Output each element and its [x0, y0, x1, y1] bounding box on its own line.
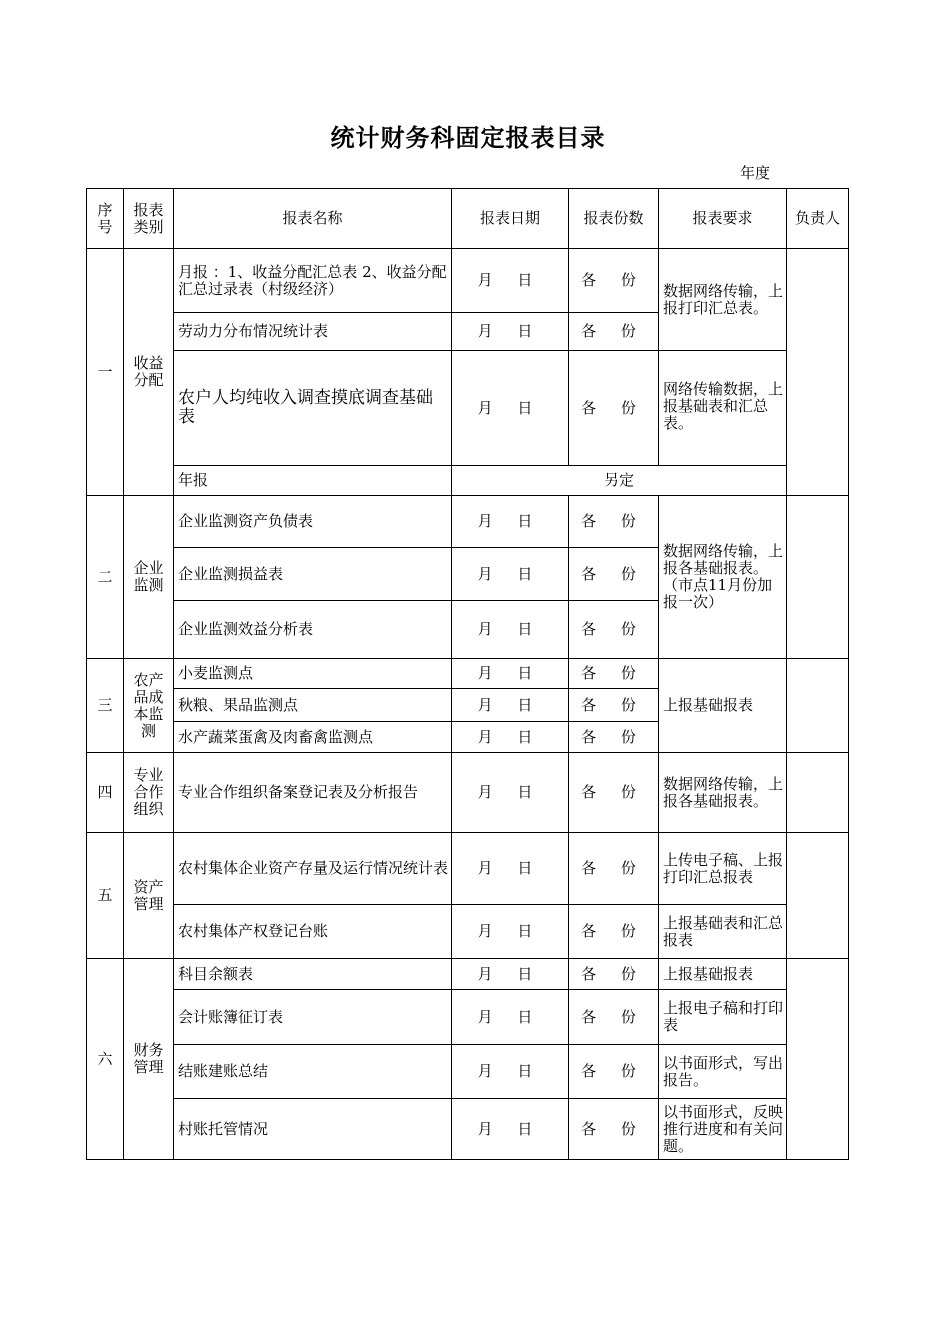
report-copies: 各 份	[569, 722, 659, 753]
header-owner: 负责人	[787, 189, 849, 249]
table-row	[87, 990, 849, 1045]
group-category: 专业合作组织	[124, 753, 174, 833]
report-requirement: 数据网络传输，上报打印汇总表。	[659, 249, 787, 351]
table-row	[87, 659, 849, 689]
report-date: 月 日	[452, 959, 569, 990]
table-row	[87, 351, 849, 466]
annual-report-note: 另定	[452, 466, 787, 496]
report-date: 月 日	[452, 351, 569, 466]
table-row	[87, 833, 849, 905]
group-category: 收益分配	[124, 249, 174, 496]
report-copies: 各 份	[569, 959, 659, 990]
report-requirement: 上报基础报表	[659, 959, 787, 990]
header-category: 报表类别	[124, 189, 174, 249]
group-category: 资产管理	[124, 833, 174, 959]
report-requirement: 以书面形式，反映推行进度和有关问题。	[659, 1099, 787, 1160]
report-name: 小麦监测点	[174, 659, 452, 689]
header-name: 报表名称	[174, 189, 452, 249]
report-name: 月报 ：1、收益分配汇总表 2、收益分配汇总过录表（村级经济）	[174, 249, 452, 313]
report-date: 月 日	[452, 1099, 569, 1160]
header-date: 报表日期	[452, 189, 569, 249]
report-name: 企业监测效益分析表	[174, 601, 452, 659]
year-label: 年度	[740, 164, 771, 182]
header-requirement: 报表要求	[659, 189, 787, 249]
report-name: 村账托管情况	[174, 1099, 452, 1160]
table-row	[87, 466, 849, 496]
header-row	[87, 189, 849, 249]
report-name: 秋粮、果品监测点	[174, 689, 452, 722]
table-row	[87, 753, 849, 833]
report-date: 月 日	[452, 601, 569, 659]
report-requirement: 上传电子稿、上报打印汇总报表	[659, 833, 787, 905]
report-copies: 各 份	[569, 313, 659, 351]
report-requirement: 上报基础表和汇总报表	[659, 905, 787, 959]
report-requirement: 上报基础报表	[659, 659, 787, 753]
page-title: 统计财务科固定报表目录	[330, 124, 606, 152]
group-category: 农产品成本监测	[124, 659, 174, 753]
report-date: 月 日	[452, 313, 569, 351]
group-seq: 三	[87, 659, 124, 753]
report-copies: 各 份	[569, 1099, 659, 1160]
report-name: 专业合作组织备案登记表及分析报告	[174, 753, 452, 833]
report-date: 月 日	[452, 990, 569, 1045]
report-name: 会计账簿征订表	[174, 990, 452, 1045]
report-date: 月 日	[452, 548, 569, 601]
group-seq: 六	[87, 959, 124, 1160]
table-row	[87, 249, 849, 313]
report-copies: 各 份	[569, 1045, 659, 1099]
group-seq: 五	[87, 833, 124, 959]
report-date: 月 日	[452, 833, 569, 905]
report-date: 月 日	[452, 249, 569, 313]
report-name: 水产蔬菜蛋禽及肉畜禽监测点	[174, 722, 452, 753]
owner-cell	[787, 833, 849, 959]
report-copies: 各 份	[569, 753, 659, 833]
group-seq: 一	[87, 249, 124, 496]
report-name: 农村集体企业资产存量及运行情况统计表	[174, 833, 452, 905]
report-name: 企业监测损益表	[174, 548, 452, 601]
report-copies: 各 份	[569, 496, 659, 548]
report-date: 月 日	[452, 659, 569, 689]
report-requirement: 网络传输数据，上报基础表和汇总表。	[659, 351, 787, 466]
report-name: 农村集体产权登记台账	[174, 905, 452, 959]
table-row	[87, 905, 849, 959]
report-copies: 各 份	[569, 990, 659, 1045]
report-date: 月 日	[452, 496, 569, 548]
table-row	[87, 959, 849, 990]
report-requirement: 上报电子稿和打印表	[659, 990, 787, 1045]
group-category: 财务管理	[124, 959, 174, 1160]
report-copies: 各 份	[569, 905, 659, 959]
report-copies: 各 份	[569, 351, 659, 466]
report-copies: 各 份	[569, 833, 659, 905]
table-row	[87, 1045, 849, 1099]
report-copies: 各 份	[569, 249, 659, 313]
report-copies: 各 份	[569, 601, 659, 659]
report-table	[86, 188, 849, 1160]
table-row	[87, 496, 849, 548]
report-name: 劳动力分布情况统计表	[174, 313, 452, 351]
report-requirement: 数据网络传输，上报各基础报表。（市点11月份加报一次）	[659, 496, 787, 659]
header-copies: 报表份数	[569, 189, 659, 249]
report-requirement: 以书面形式，写出报告。	[659, 1045, 787, 1099]
table-row	[87, 1099, 849, 1160]
report-name: 企业监测资产负债表	[174, 496, 452, 548]
report-date: 月 日	[452, 753, 569, 833]
report-name: 农户人均纯收入调查摸底调查基础表	[174, 351, 452, 466]
report-copies: 各 份	[569, 548, 659, 601]
report-name: 结账建账总结	[174, 1045, 452, 1099]
report-date: 月 日	[452, 905, 569, 959]
report-name: 科目余额表	[174, 959, 452, 990]
owner-cell	[787, 753, 849, 833]
report-copies: 各 份	[569, 659, 659, 689]
report-date: 月 日	[452, 1045, 569, 1099]
group-seq: 四	[87, 753, 124, 833]
owner-cell	[787, 659, 849, 753]
owner-cell	[787, 496, 849, 659]
owner-cell	[787, 959, 849, 1160]
group-category: 企业监测	[124, 496, 174, 659]
report-name: 年报	[174, 466, 452, 496]
header-seq: 序号	[87, 189, 124, 249]
report-requirement: 数据网络传输，上报各基础报表。	[659, 753, 787, 833]
owner-cell	[787, 249, 849, 496]
group-seq: 二	[87, 496, 124, 659]
report-date: 月 日	[452, 722, 569, 753]
report-copies: 各 份	[569, 689, 659, 722]
report-date: 月 日	[452, 689, 569, 722]
